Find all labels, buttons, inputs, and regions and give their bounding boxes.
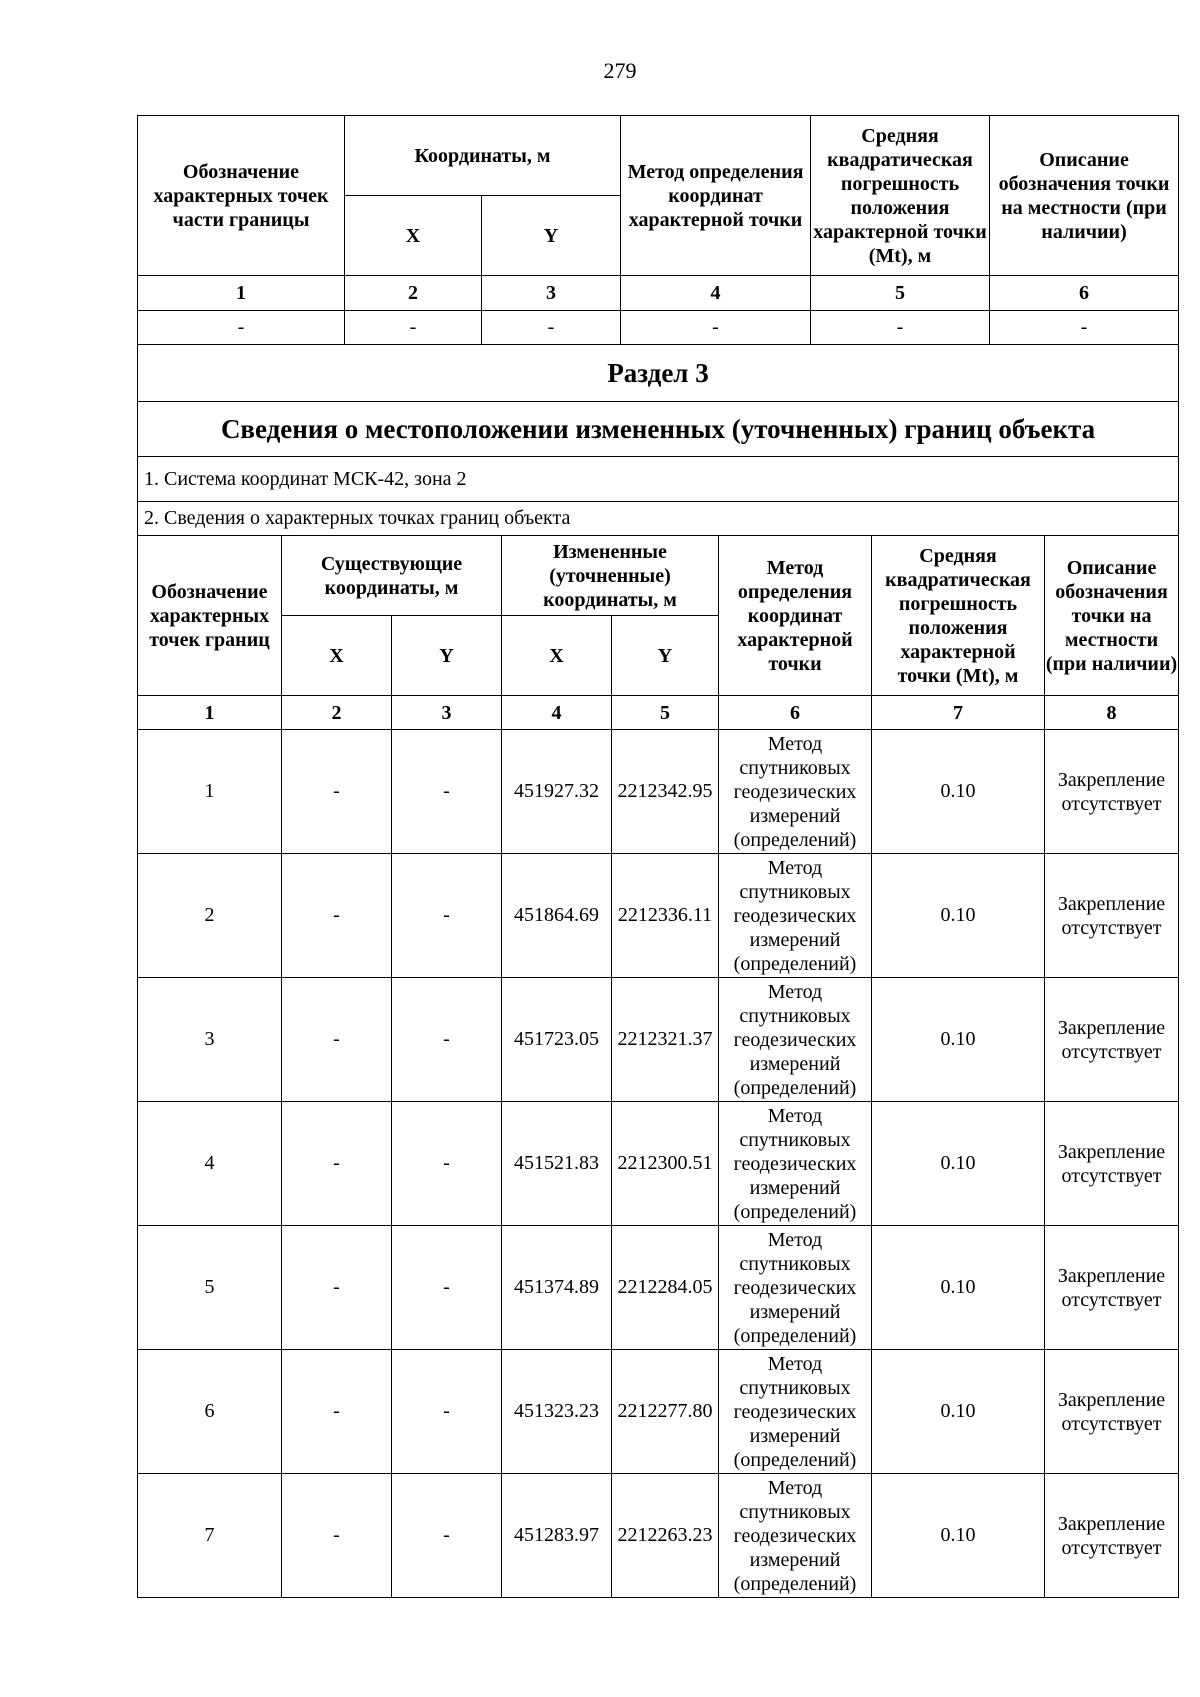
column-number: 3	[392, 696, 502, 730]
x-cell: 451521.83	[502, 1102, 612, 1226]
existing-x-cell: -	[282, 1102, 392, 1226]
x-cell: 451723.05	[502, 978, 612, 1102]
header-existing-coordinates: Существующие координаты, м	[282, 536, 502, 616]
section-subtitle: Сведения о местоположении измененных (уточненных) границ объекта	[138, 402, 1179, 457]
header-changed-coordinates: Измененные (уточненные) координаты, м	[502, 536, 719, 616]
method-cell: Метод спутниковых геодезических измерений (определений)	[719, 978, 872, 1102]
existing-y-cell: -	[392, 1474, 502, 1598]
column-number: 5	[811, 276, 990, 311]
existing-x-cell: -	[282, 854, 392, 978]
header-error: Средняя квадратическая погрешность положения характерной точки (Mt), м	[811, 116, 990, 276]
error-cell: 0.10	[872, 1226, 1045, 1350]
table-row	[138, 730, 1179, 854]
table-cell: -	[811, 311, 990, 345]
column-number: 6	[719, 696, 872, 730]
point-cell: 4	[138, 1102, 282, 1226]
description-cell: Закрепление отсутствует	[1045, 1226, 1179, 1350]
existing-y-cell: -	[392, 1350, 502, 1474]
header-method: Метод определения координат характерной точки	[621, 116, 811, 276]
error-cell: 0.10	[872, 1350, 1045, 1474]
method-cell: Метод спутниковых геодезических измерений (определений)	[719, 1226, 872, 1350]
header-method: Метод определения координат характерной точки	[719, 536, 872, 696]
y-cell: 2212336.11	[612, 854, 719, 978]
error-cell: 0.10	[872, 1474, 1045, 1598]
header-existing-y: Y	[392, 616, 502, 696]
column-number: 2	[345, 276, 482, 311]
header-coordinates: Координаты, м	[345, 116, 621, 196]
y-cell: 2212300.51	[612, 1102, 719, 1226]
existing-x-cell: -	[282, 1474, 392, 1598]
y-cell: 2212321.37	[612, 978, 719, 1102]
header-existing-x: X	[282, 616, 392, 696]
page-number: 279	[603, 58, 637, 83]
method-cell: Метод спутниковых геодезических измерений (определений)	[719, 1474, 872, 1598]
existing-y-cell: -	[392, 854, 502, 978]
column-number: 7	[872, 696, 1045, 730]
error-cell: 0.10	[872, 1102, 1045, 1226]
existing-x-cell: -	[282, 1226, 392, 1350]
table-cell: -	[621, 311, 811, 345]
x-cell: 451864.69	[502, 854, 612, 978]
header-y: Y	[482, 196, 621, 276]
table-cell: -	[138, 311, 345, 345]
existing-x-cell: -	[282, 978, 392, 1102]
method-cell: Метод спутниковых геодезических измерений (определений)	[719, 854, 872, 978]
y-cell: 2212342.95	[612, 730, 719, 854]
y-cell: 2212284.05	[612, 1226, 719, 1350]
description-cell: Закрепление отсутствует	[1045, 730, 1179, 854]
point-cell: 3	[138, 978, 282, 1102]
point-cell: 5	[138, 1226, 282, 1350]
boundary-points-table	[137, 344, 1179, 1598]
column-number: 5	[612, 696, 719, 730]
point-cell: 6	[138, 1350, 282, 1474]
existing-y-cell: -	[392, 978, 502, 1102]
error-cell: 0.10	[872, 978, 1045, 1102]
error-cell: 0.10	[872, 854, 1045, 978]
table-cell: -	[345, 311, 482, 345]
header-changed-x: X	[502, 616, 612, 696]
header-description: Описание обозначения точки на местности (при наличии)	[1045, 536, 1179, 696]
table-row	[138, 854, 1179, 978]
existing-x-cell: -	[282, 730, 392, 854]
header-point: Обозначение характерных точек границ	[138, 536, 282, 696]
header-x: X	[345, 196, 482, 276]
existing-y-cell: -	[392, 1226, 502, 1350]
column-number: 8	[1045, 696, 1179, 730]
header-changed-y: Y	[612, 616, 719, 696]
header-description: Описание обозначения точки на местности (при наличии)	[990, 116, 1179, 276]
column-number: 4	[621, 276, 811, 311]
table-row	[138, 1350, 1179, 1474]
column-number: 3	[482, 276, 621, 311]
table-cell: -	[990, 311, 1179, 345]
part-boundary-table	[137, 115, 1179, 345]
method-cell: Метод спутниковых геодезических измерений (определений)	[719, 730, 872, 854]
description-cell: Закрепление отсутствует	[1045, 1474, 1179, 1598]
existing-y-cell: -	[392, 730, 502, 854]
column-number: 2	[282, 696, 392, 730]
table-row	[138, 1474, 1179, 1598]
points-info-line: 2. Сведения о характерных точках границ объекта	[138, 502, 1179, 536]
table-row	[138, 978, 1179, 1102]
point-cell: 7	[138, 1474, 282, 1598]
table-cell: -	[482, 311, 621, 345]
column-number: 1	[138, 696, 282, 730]
table-row	[138, 1226, 1179, 1350]
column-number: 6	[990, 276, 1179, 311]
point-cell: 2	[138, 854, 282, 978]
table-row	[138, 311, 1179, 345]
method-cell: Метод спутниковых геодезических измерений (определений)	[719, 1350, 872, 1474]
section-title: Раздел 3	[138, 345, 1179, 402]
coordinate-system-line: 1. Система координат МСК-42, зона 2	[138, 457, 1179, 502]
column-number: 4	[502, 696, 612, 730]
description-cell: Закрепление отсутствует	[1045, 978, 1179, 1102]
header-error: Средняя квадратическая погрешность положения характерной точки (Mt), м	[872, 536, 1045, 696]
y-cell: 2212277.80	[612, 1350, 719, 1474]
header-point: Обозначение характерных точек части границы	[138, 116, 345, 276]
description-cell: Закрепление отсутствует	[1045, 854, 1179, 978]
column-number: 1	[138, 276, 345, 311]
y-cell: 2212263.23	[612, 1474, 719, 1598]
x-cell: 451323.23	[502, 1350, 612, 1474]
error-cell: 0.10	[872, 730, 1045, 854]
description-cell: Закрепление отсутствует	[1045, 1102, 1179, 1226]
x-cell: 451283.97	[502, 1474, 612, 1598]
method-cell: Метод спутниковых геодезических измерений (определений)	[719, 1102, 872, 1226]
description-cell: Закрепление отсутствует	[1045, 1350, 1179, 1474]
point-cell: 1	[138, 730, 282, 854]
x-cell: 451374.89	[502, 1226, 612, 1350]
existing-y-cell: -	[392, 1102, 502, 1226]
table-row	[138, 1102, 1179, 1226]
existing-x-cell: -	[282, 1350, 392, 1474]
x-cell: 451927.32	[502, 730, 612, 854]
